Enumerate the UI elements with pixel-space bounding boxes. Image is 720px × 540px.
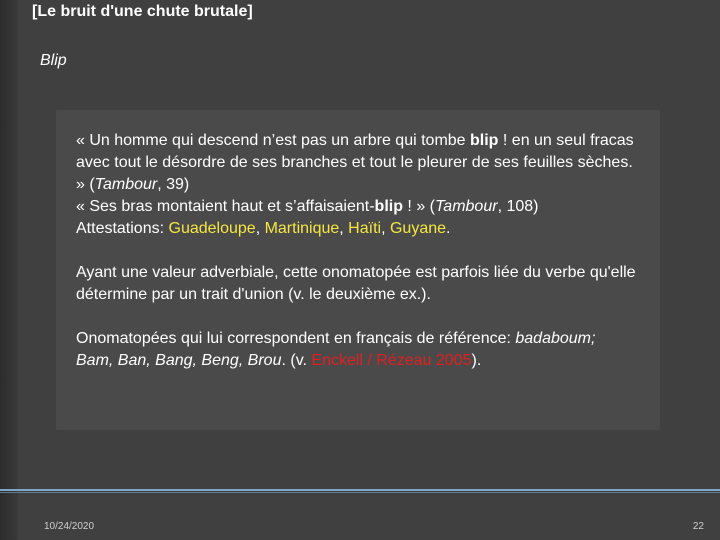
separator: ,	[381, 220, 390, 237]
place-link[interactable]: Haïti	[348, 220, 382, 237]
attestations-line	[76, 218, 636, 240]
place-link[interactable]: Guadeloupe	[168, 220, 256, 237]
spacer	[76, 240, 636, 262]
quote-two-text-a: « Ses bras montaient haut et s’affaisaient-	[76, 198, 375, 215]
french-intro: Onomatopées qui lui correspondent en français de référence:	[76, 330, 516, 347]
quote-two	[76, 196, 636, 218]
left-shade	[0, 0, 18, 540]
quote-one	[76, 130, 636, 196]
attestations-label: Attestations:	[76, 220, 169, 237]
french-end: ).	[471, 352, 482, 369]
french-words: badaboum; Bam, Ban, Bang, Beng, Brou	[76, 330, 596, 369]
quote-one-source: Tambour	[94, 176, 158, 193]
footer-rule-shadow	[0, 492, 720, 493]
separator: ,	[339, 220, 349, 237]
slide-title: [Le bruit d'une chute brutale]	[32, 3, 253, 20]
footer-date: 10/24/2020	[44, 521, 95, 532]
place-link[interactable]: Guyane	[389, 220, 447, 237]
quote-two-text-c: , 108)	[497, 198, 539, 215]
quote-two-text-b: ! » (	[402, 198, 435, 215]
place-link[interactable]: Martinique	[264, 220, 340, 237]
quote-one-text-b: ! en un seul fracas avec tout le désordre de ses branches et tout le pleurer de ses feuilles sèches. » (	[76, 132, 634, 193]
french-equivalents-paragraph	[76, 328, 636, 372]
quote-one-text-a: « Un homme qui descend n’est pas un arbre qui tombe	[76, 132, 471, 149]
footer-rule	[0, 489, 720, 491]
adverbial-paragraph: Ayant une valeur adverbiale, cette onomatopée est parfois liée du verbe qu'elle détermine par un trait d'union (v. le deuxième ex.).	[76, 264, 636, 303]
quote-two-source: Tambour	[435, 198, 498, 215]
quote-two-bold: blip	[374, 198, 403, 215]
slide-subtitle: Blip	[40, 52, 67, 69]
slide-content	[76, 130, 636, 372]
french-mid: . (v.	[281, 352, 312, 369]
terminal-period: .	[446, 220, 451, 237]
separator: ,	[255, 220, 265, 237]
quote-one-text-c: , 39)	[157, 176, 190, 193]
reference-link[interactable]: Enckell / Rézeau 2005	[311, 352, 472, 369]
quote-one-bold: blip	[470, 132, 499, 149]
page-number: 22	[692, 521, 704, 532]
spacer	[76, 306, 636, 328]
